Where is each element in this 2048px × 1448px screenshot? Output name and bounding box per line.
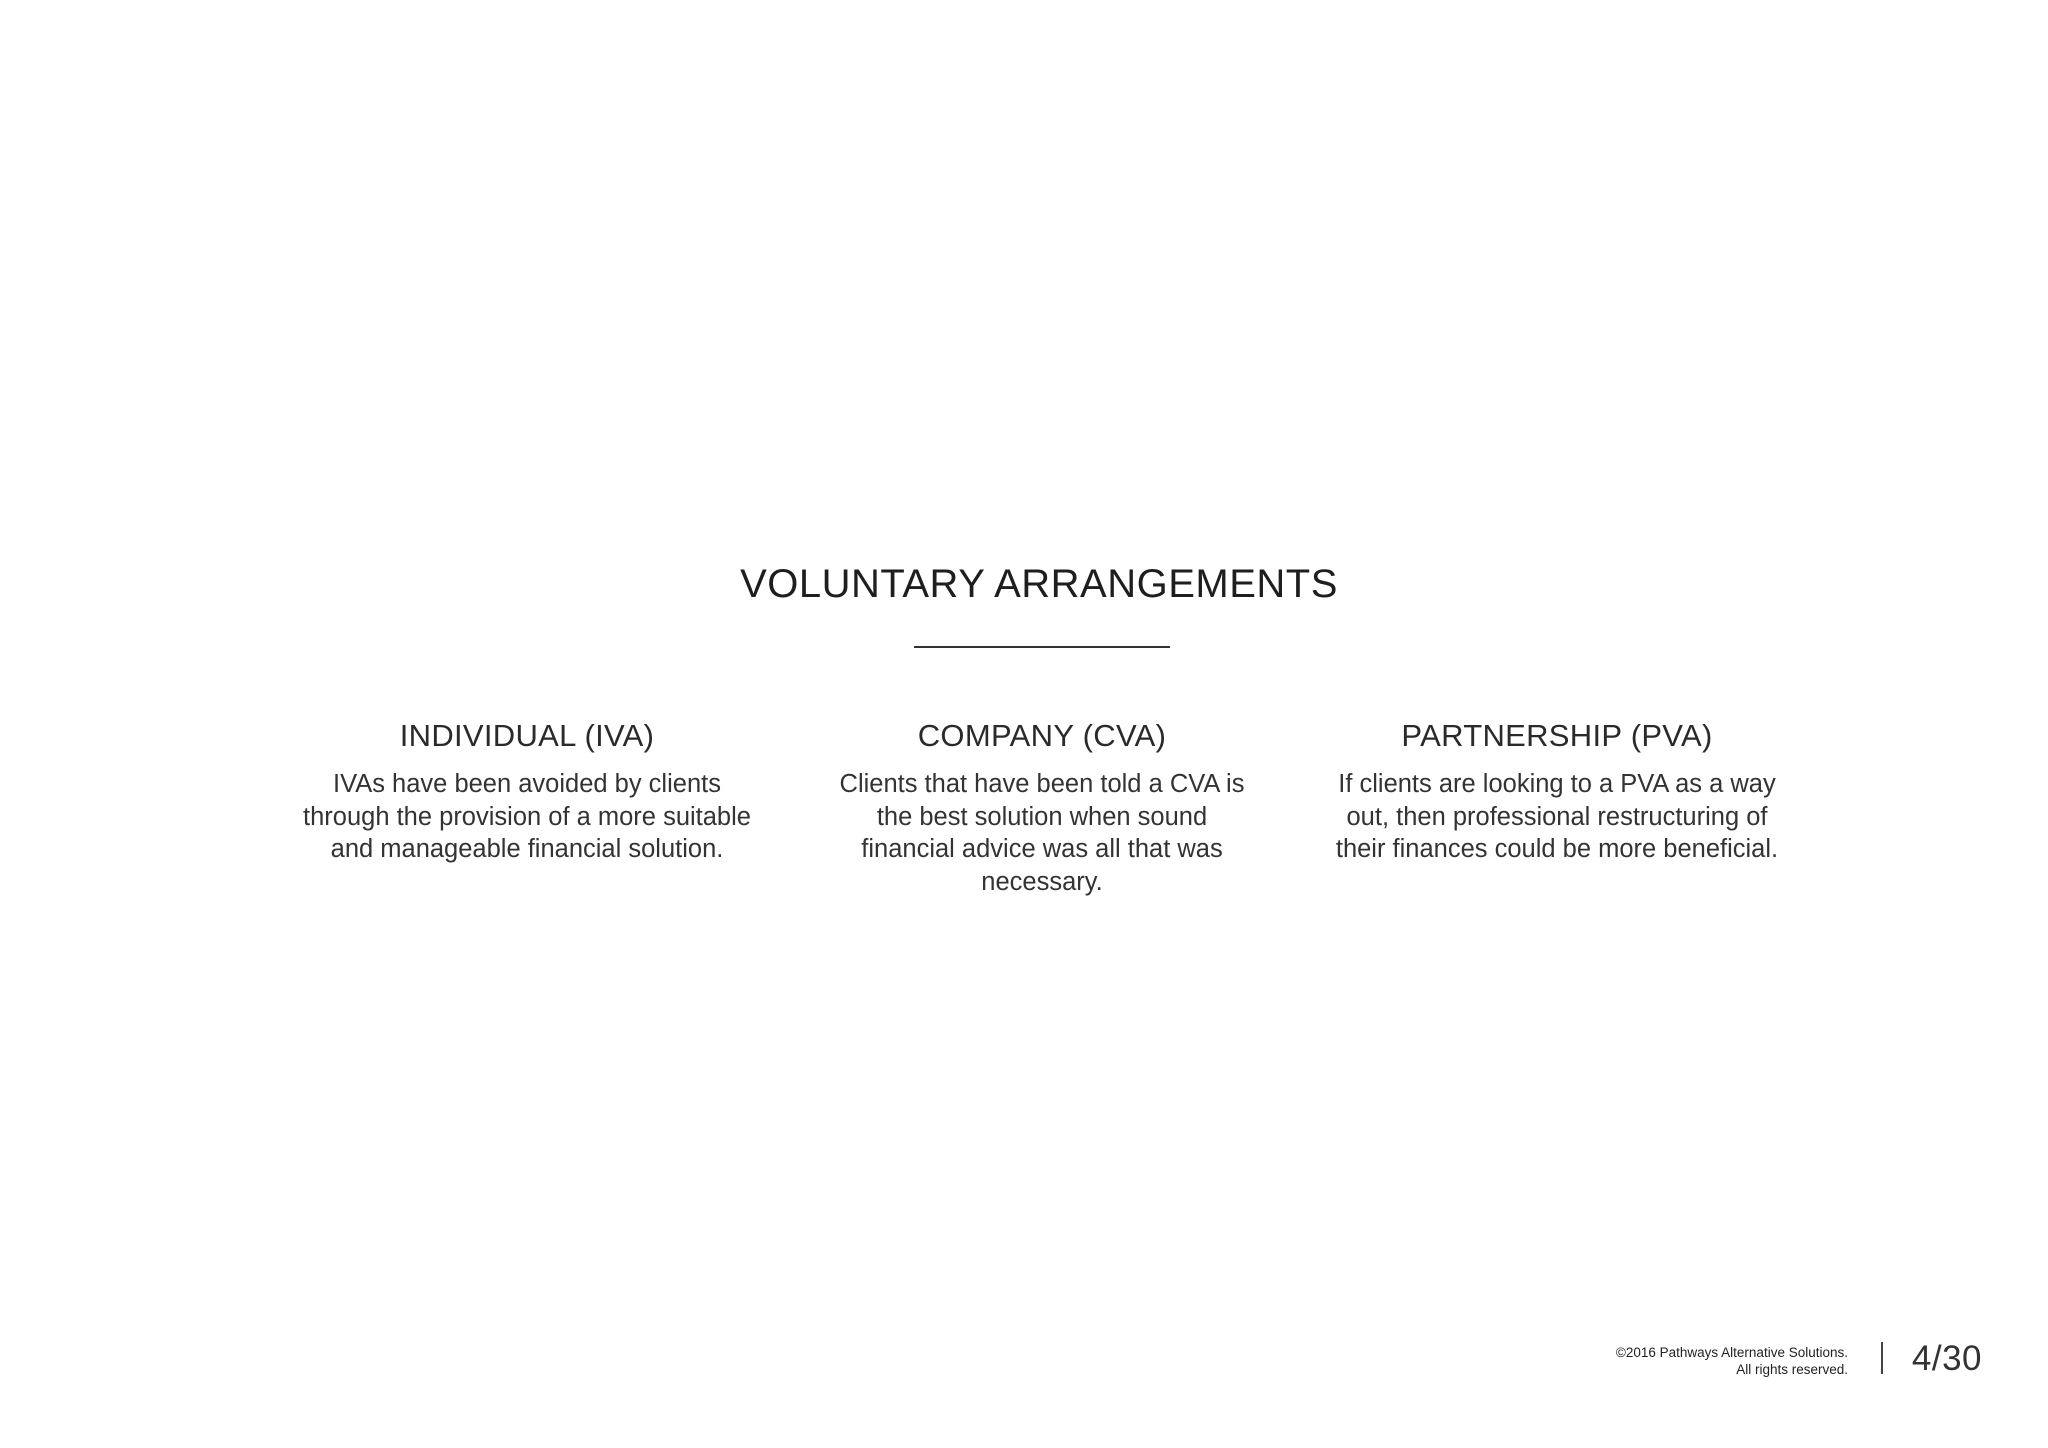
copyright-line: ©2016 Pathways Alternative Solutions. bbox=[1615, 1345, 1848, 1360]
column-partnership bbox=[1307, 714, 1807, 866]
copyright-notice bbox=[1616, 1344, 1848, 1378]
rights-line: All rights reserved. bbox=[1736, 1362, 1848, 1377]
column-individual bbox=[277, 714, 777, 866]
title-divider bbox=[914, 646, 1170, 648]
column-company bbox=[792, 714, 1292, 898]
column-body: Clients that have been told a CVA is the best solution when sound financial advice was all that was necessary. bbox=[839, 770, 1245, 896]
column-heading: INDIVIDUAL (IVA) bbox=[399, 718, 655, 753]
column-body: IVAs have been avoided by clients through the provision of a more suitable and manageable financial solution. bbox=[303, 770, 751, 863]
column-heading: PARTNERSHIP (PVA) bbox=[1401, 718, 1713, 753]
column-heading: COMPANY (CVA) bbox=[917, 718, 1167, 753]
footer-divider bbox=[1881, 1342, 1883, 1374]
page-footer bbox=[1500, 1340, 1990, 1400]
page-number: 4/30 bbox=[1911, 1339, 1982, 1378]
column-body: If clients are looking to a PVA as a way out, then professional restructuring of their finances could be more beneficial. bbox=[1335, 770, 1779, 863]
page-title: VOLUNTARY ARRANGEMENTS bbox=[740, 562, 1338, 606]
